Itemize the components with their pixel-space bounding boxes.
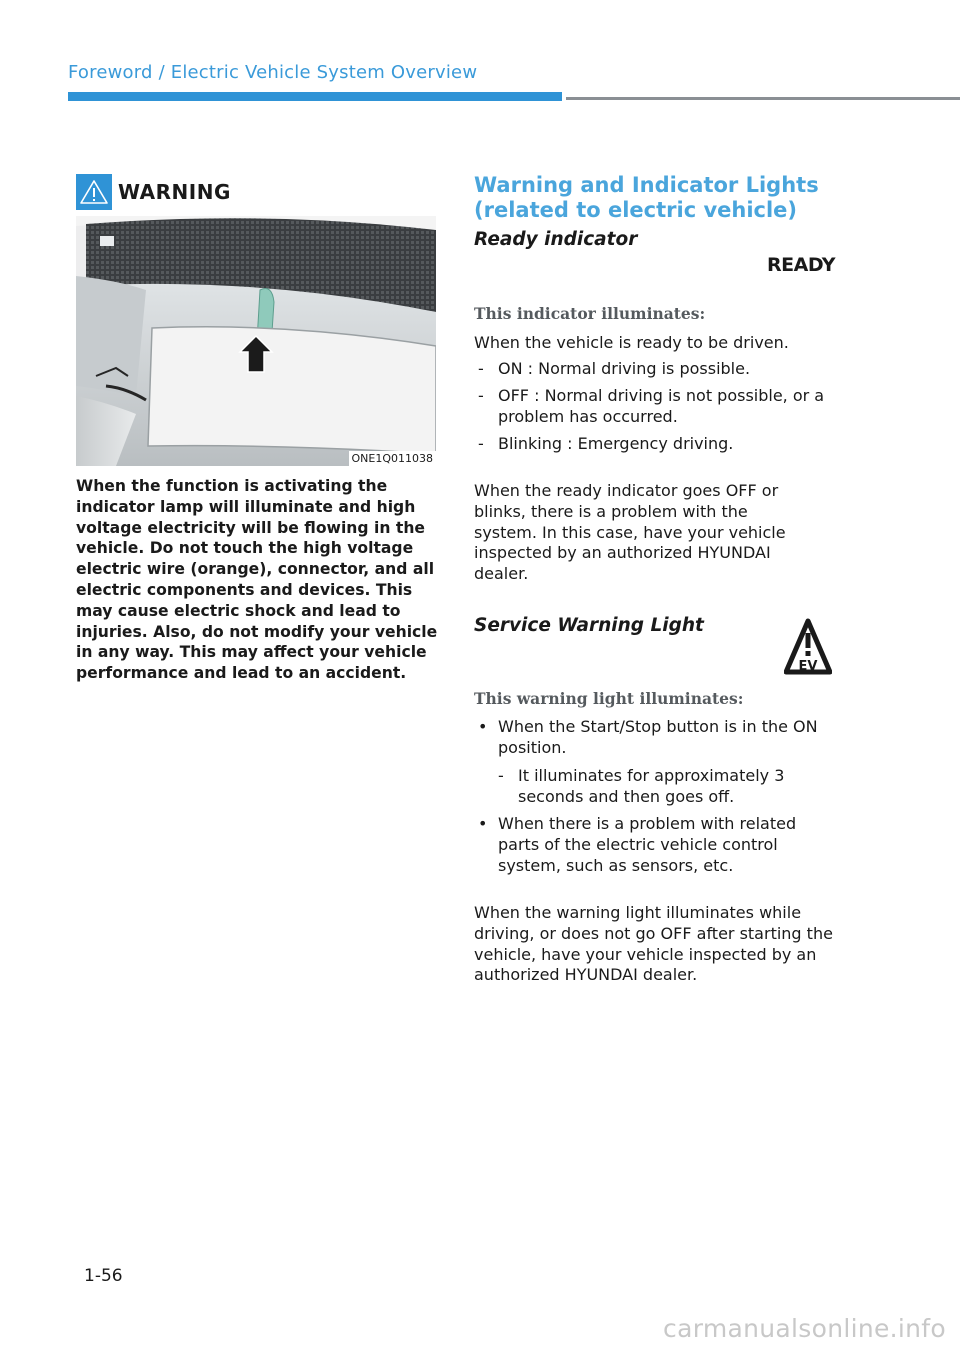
section-title [474, 173, 854, 223]
site-watermark: carmanualsonline.info [663, 1314, 946, 1343]
ready-item-on: ON : Normal driving is possible. [498, 359, 751, 378]
ready-intro-text: When the vehicle is ready to be driven. [474, 333, 789, 352]
list-dash-marker: - [478, 359, 484, 378]
ready-indicator-subtitle: Ready indicator [474, 229, 638, 250]
header-accent-bar [68, 92, 562, 101]
warning-heading [76, 174, 231, 210]
header-title: Foreword / Electric Vehicle System Overview [68, 62, 478, 83]
ev-warning-icon [784, 618, 832, 676]
warning-body-text: When the function is activating the indicator lamp will illuminate and high voltage electricity will be flowing in the vehicle. Do not touch the high voltage electric wire (orange), connector, and all electric components and devices. This may cause electric shock and lead to injuries. Also, do not modify your vehicle in any way. This may affect your vehicle performance and lead to an accident. [76, 477, 438, 683]
service-warning-subtitle: Service Warning Light [474, 615, 704, 636]
service-bullet-start-stop: When the Start/Stop button is in the ON position. [498, 717, 818, 757]
list-dash-marker: - [478, 386, 484, 405]
service-sub-item-illuminate: It illuminates for approximately 3 seconds and then goes off. [518, 766, 785, 806]
ready-item-off: OFF : Normal driving is not possible, or a problem has occurred. [498, 386, 825, 426]
ready-note-text: When the ready indicator goes OFF or blinks, there is a problem with the system. In this case, have your vehicle inspected by an authorized HYUNDAI dealer. [474, 481, 786, 584]
list-dash-marker: - [498, 766, 504, 785]
ready-indicator-icon: READY [767, 254, 835, 276]
ready-item-blinking: Blinking : Emergency driving. [498, 434, 734, 453]
service-illuminates-heading: This warning light illuminates: [474, 689, 744, 708]
page-number: 1-56 [84, 1266, 123, 1286]
section-title-line-1: Warning and Indicator Lights [474, 173, 819, 197]
ev-icon-label: EV [798, 659, 818, 674]
bullet-marker: • [478, 717, 488, 736]
ready-illuminates-heading: This indicator illuminates: [474, 304, 706, 323]
bullet-marker: • [478, 814, 488, 833]
service-bullet-problem: When there is a problem with related parts of the electric vehicle control system, such as sensors, etc. [498, 814, 797, 875]
vehicle-front-figure [76, 216, 436, 466]
section-title-line-2: (related to electric vehicle) [474, 198, 798, 222]
warning-label: WARNING [118, 180, 231, 204]
list-dash-marker: - [478, 434, 484, 453]
header-rule [566, 97, 960, 100]
service-note-text: When the warning light illuminates while driving, or does not go OFF after starting the vehicle, have your vehicle inspected by an authorized HYUNDAI dealer. [474, 903, 833, 985]
warning-triangle-icon [76, 174, 112, 210]
figure-code: ONE1Q011038 [349, 451, 437, 466]
